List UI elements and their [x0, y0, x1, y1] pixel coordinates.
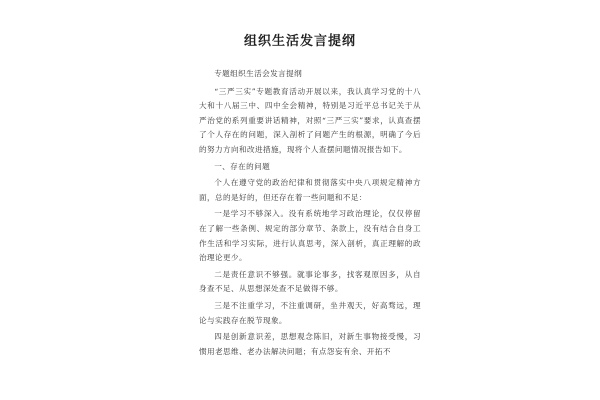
document-body: [199, 67, 421, 361]
problem-paragraph-3: 三是不注重学习，不注重调研，坐井观天，好高骛远，理论与实践存在脱节现象。: [199, 300, 421, 325]
problem-paragraph-2: 二是责任意识不够强。就事论事多，找客观原因多，从自身查不足、从思想深处查不足做得不够。: [199, 269, 421, 294]
section-heading: 一、存在的问题: [214, 161, 271, 171]
intro-paragraph: “三严三实”专题教育活动开展以来，我认真学习党的十八大和十八届三中、四中全会精神，特别是习近平总书记关于从严治党的系列重要讲话精神，对照“三严三实”要求，认真查摆了个人存在的问题，深入剖析了问题产生的根源，明确了今后的努力方向和改进措施，现将个人查摆问题情况报告如下。: [199, 86, 421, 154]
problem-paragraph-1: 一是学习不够深入。没有系统地学习政治理论，仅仅停留在了解一些条例、规定的部分章节、条款上，没有结合自身工作生活和学习实际，进行认真思考，深入剖析，真正理解的政治理论更少。: [199, 209, 421, 263]
document-title: 组织生活发言提纲: [243, 34, 356, 49]
summary-paragraph: 个人在遵守党的政治纪律和贯彻落实中央八项规定精神方面，总的是好的，但还存在着一些问题和不足：: [199, 178, 421, 202]
problem-paragraph-4: 四是创新意识差，思想观念陈旧，对新生事物接受慢，习惯用老思维、老办法解决问题；有点怨妄有余、开拓不: [199, 332, 421, 356]
subtitle-paragraph: 专题组织生活会发言提纲: [214, 69, 303, 78]
